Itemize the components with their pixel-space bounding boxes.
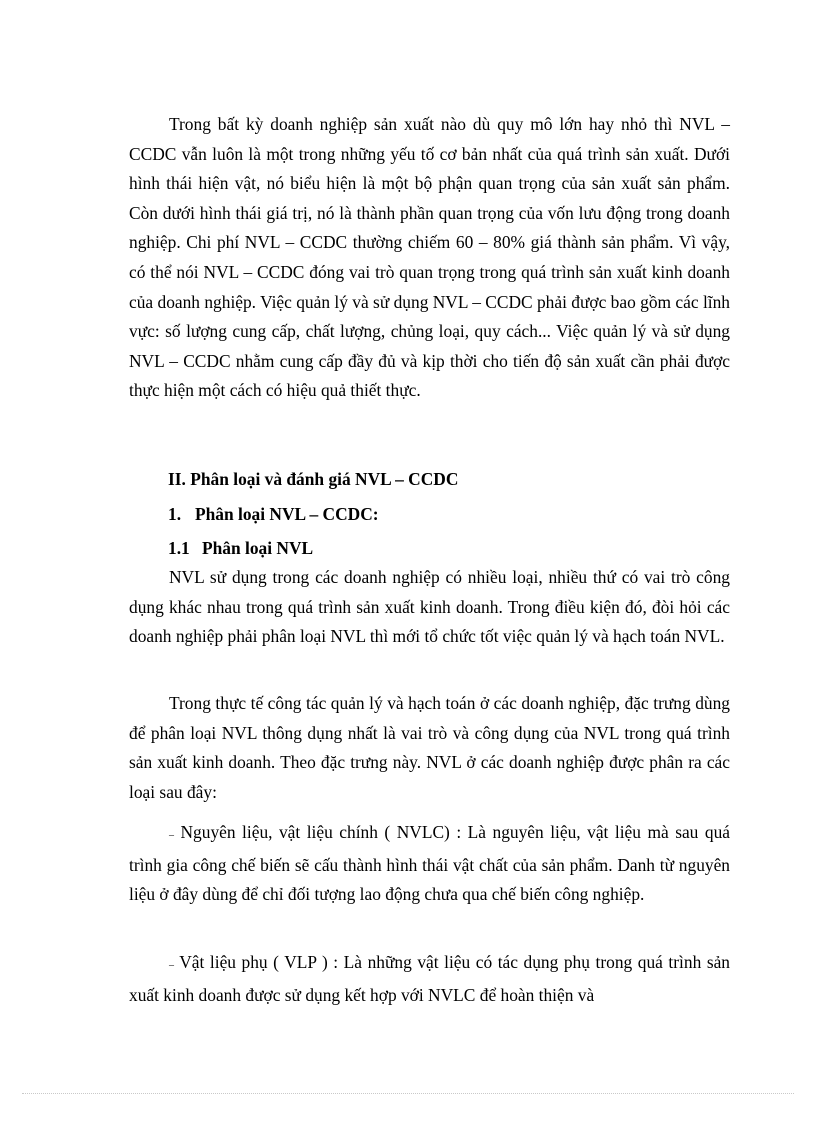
bullet-vlp-text: Vật liệu phụ ( VLP ) : Là những vật liệu có tác dụng phụ trong quá trình sản xuất kinh doanh được sử dụng kết hợp với NVLC để hoàn thiện và <box>129 952 730 1005</box>
heading-1-number: 1. <box>168 504 182 524</box>
subsection-heading-1-1 <box>168 534 313 563</box>
section-heading: II. Phân loại và đánh giá NVL – CCDC <box>168 469 459 489</box>
heading-1-1-number: 1.1 <box>168 538 190 558</box>
subsection-heading-1 <box>168 500 379 529</box>
bullet-dash: – <box>169 960 174 971</box>
bullet-dash: – <box>169 830 174 841</box>
bullet-item-nvlc <box>129 818 730 910</box>
heading-1-text: Phân loại NVL – CCDC: <box>195 504 379 524</box>
heading-1-1-text: Phân loại NVL <box>202 538 314 558</box>
bullet-nvlc-text: Nguyên liệu, vật liệu chính ( NVLC) : Là nguyên liệu, vật liệu mà sau quá trình gia công chế biến sẽ cấu thành hình thái vật chất của sản phẩm. Danh từ nguyên liệu ở đây dùng để chỉ đối tượng lao động chưa qua chế biến công nghiệp. <box>129 822 730 905</box>
paragraph-practice: Trong thực tế công tác quản lý và hạch toán ở các doanh nghiệp, đặc trưng dùng để phân loại NVL thông dụng nhất là vai trò và công dụng của NVL trong quá trình sản xuất kinh doanh. Theo đặc trưng này. NVL ở các doanh nghiệp được phân ra các loại sau đây: <box>129 693 730 802</box>
paragraph-intro: Trong bất kỳ doanh nghiệp sản xuất nào dù quy mô lớn hay nhỏ thì NVL –CCDC vẫn luôn là một trong những yếu tố cơ bản nhất của quá trình sản xuất. Dưới hình thái hiện vật, nó biểu hiện là một bộ phận quan trọng của sản xuất sản phẩm. Còn dưới hình thái giá trị, nó là thành phần quan trọng của vốn lưu động trong doanh nghiệp. Chi phí NVL – CCDC thường chiếm 60 – 80% giá thành sản phẩm. Vì vậy, có thể nói NVL – CCDC đóng vai trò quan trọng trong quá trình sản xuất kinh doanh của doanh nghiệp. Việc quản lý và sử dụng NVL – CCDC phải được bao gồm các lĩnh vực: số lượng cung cấp, chất lượng, chủng loại, quy cách... Việc quản lý và sử dụng NVL – CCDC nhằm cung cấp đầy đủ và kịp thời cho tiến độ sản xuất cần phải được thực hiện một cách có hiệu quả thiết thực. <box>129 114 730 401</box>
page-bottom-divider <box>22 1093 794 1094</box>
paragraph-nvl-usage: NVL sử dụng trong các doanh nghiệp có nhiều loại, nhiều thứ có vai trò công dụng khác nhau trong quá trình sản xuất kinh doanh. Trong điều kiện đó, đòi hỏi các doanh nghiệp phải phân loại NVL thì mới tổ chức tốt việc quản lý và hạch toán NVL. <box>129 567 730 647</box>
bullet-item-vlp <box>129 948 730 1010</box>
